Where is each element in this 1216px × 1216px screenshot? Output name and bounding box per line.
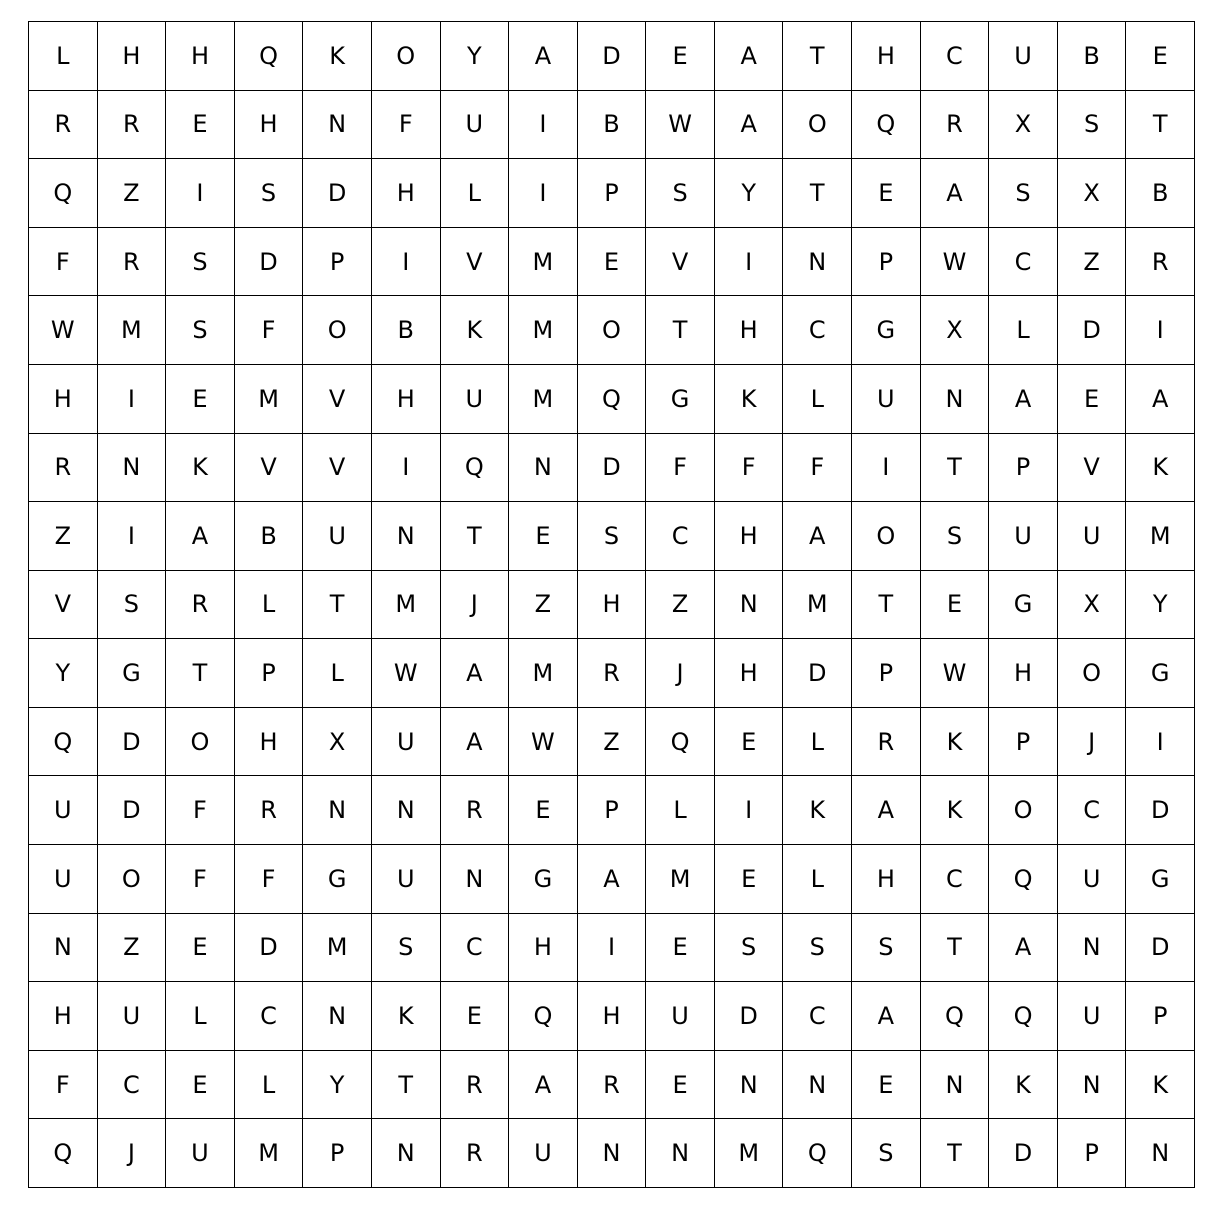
grid-cell[interactable]: I: [715, 776, 784, 845]
grid-cell[interactable]: V: [29, 571, 98, 640]
grid-cell[interactable]: P: [989, 708, 1058, 777]
grid-cell[interactable]: K: [166, 434, 235, 503]
grid-cell[interactable]: V: [303, 434, 372, 503]
grid-cell[interactable]: H: [235, 91, 304, 160]
grid-cell[interactable]: T: [441, 502, 510, 571]
grid-cell[interactable]: A: [715, 22, 784, 91]
grid-cell[interactable]: N: [303, 91, 372, 160]
grid-cell[interactable]: D: [1126, 914, 1195, 983]
grid-cell[interactable]: C: [646, 502, 715, 571]
grid-cell[interactable]: O: [852, 502, 921, 571]
grid-cell[interactable]: X: [989, 91, 1058, 160]
grid-cell[interactable]: X: [303, 708, 372, 777]
grid-cell[interactable]: M: [98, 296, 167, 365]
grid-cell[interactable]: P: [1126, 982, 1195, 1051]
grid-cell[interactable]: M: [303, 914, 372, 983]
grid-cell[interactable]: U: [852, 365, 921, 434]
grid-cell[interactable]: S: [578, 502, 647, 571]
grid-cell[interactable]: L: [29, 22, 98, 91]
grid-cell[interactable]: W: [372, 639, 441, 708]
grid-cell[interactable]: U: [98, 982, 167, 1051]
grid-cell[interactable]: U: [29, 845, 98, 914]
grid-cell[interactable]: S: [852, 914, 921, 983]
grid-cell[interactable]: R: [441, 1051, 510, 1120]
grid-cell[interactable]: N: [921, 365, 990, 434]
grid-cell[interactable]: F: [715, 434, 784, 503]
grid-cell[interactable]: K: [989, 1051, 1058, 1120]
grid-cell[interactable]: G: [1126, 639, 1195, 708]
grid-cell[interactable]: I: [166, 159, 235, 228]
grid-cell[interactable]: Q: [989, 982, 1058, 1051]
grid-cell[interactable]: U: [372, 708, 441, 777]
grid-cell[interactable]: R: [578, 639, 647, 708]
grid-cell[interactable]: H: [715, 296, 784, 365]
grid-cell[interactable]: E: [646, 1051, 715, 1120]
grid-cell[interactable]: C: [989, 228, 1058, 297]
grid-cell[interactable]: H: [372, 159, 441, 228]
grid-cell[interactable]: P: [303, 228, 372, 297]
grid-cell[interactable]: N: [441, 845, 510, 914]
grid-cell[interactable]: S: [783, 914, 852, 983]
grid-cell[interactable]: D: [1058, 296, 1127, 365]
grid-cell[interactable]: M: [783, 571, 852, 640]
grid-cell[interactable]: D: [98, 708, 167, 777]
grid-cell[interactable]: L: [166, 982, 235, 1051]
grid-cell[interactable]: B: [372, 296, 441, 365]
grid-cell[interactable]: J: [441, 571, 510, 640]
grid-cell[interactable]: A: [715, 91, 784, 160]
grid-cell[interactable]: F: [29, 228, 98, 297]
grid-cell[interactable]: K: [441, 296, 510, 365]
grid-cell[interactable]: Q: [646, 708, 715, 777]
grid-cell[interactable]: T: [783, 22, 852, 91]
grid-cell[interactable]: W: [646, 91, 715, 160]
grid-cell[interactable]: L: [783, 708, 852, 777]
grid-cell[interactable]: L: [989, 296, 1058, 365]
grid-cell[interactable]: G: [98, 639, 167, 708]
grid-cell[interactable]: U: [372, 845, 441, 914]
grid-cell[interactable]: L: [646, 776, 715, 845]
grid-cell[interactable]: Z: [29, 502, 98, 571]
grid-cell[interactable]: W: [921, 639, 990, 708]
grid-cell[interactable]: A: [989, 365, 1058, 434]
grid-cell[interactable]: F: [166, 776, 235, 845]
grid-cell[interactable]: A: [921, 159, 990, 228]
grid-cell[interactable]: Q: [989, 845, 1058, 914]
grid-cell[interactable]: Z: [98, 159, 167, 228]
grid-cell[interactable]: D: [303, 159, 372, 228]
grid-cell[interactable]: Q: [29, 159, 98, 228]
grid-cell[interactable]: C: [235, 982, 304, 1051]
grid-cell[interactable]: M: [646, 845, 715, 914]
grid-cell[interactable]: F: [783, 434, 852, 503]
grid-cell[interactable]: L: [303, 639, 372, 708]
grid-cell[interactable]: L: [783, 365, 852, 434]
grid-cell[interactable]: N: [372, 776, 441, 845]
grid-cell[interactable]: Q: [235, 22, 304, 91]
grid-cell[interactable]: R: [29, 434, 98, 503]
grid-cell[interactable]: I: [578, 914, 647, 983]
grid-cell[interactable]: H: [29, 982, 98, 1051]
grid-cell[interactable]: Z: [1058, 228, 1127, 297]
grid-cell[interactable]: S: [989, 159, 1058, 228]
grid-cell[interactable]: A: [852, 982, 921, 1051]
grid-cell[interactable]: U: [989, 22, 1058, 91]
grid-cell[interactable]: K: [921, 776, 990, 845]
grid-cell[interactable]: F: [646, 434, 715, 503]
grid-cell[interactable]: V: [235, 434, 304, 503]
grid-cell[interactable]: M: [1126, 502, 1195, 571]
grid-cell[interactable]: Q: [921, 982, 990, 1051]
grid-cell[interactable]: Q: [852, 91, 921, 160]
grid-cell[interactable]: W: [29, 296, 98, 365]
grid-cell[interactable]: T: [921, 914, 990, 983]
grid-cell[interactable]: G: [509, 845, 578, 914]
grid-cell[interactable]: C: [921, 845, 990, 914]
grid-cell[interactable]: H: [715, 502, 784, 571]
grid-cell[interactable]: N: [783, 228, 852, 297]
grid-cell[interactable]: U: [1058, 845, 1127, 914]
grid-cell[interactable]: R: [98, 228, 167, 297]
grid-cell[interactable]: Q: [509, 982, 578, 1051]
grid-cell[interactable]: N: [303, 982, 372, 1051]
grid-cell[interactable]: H: [852, 22, 921, 91]
grid-cell[interactable]: S: [715, 914, 784, 983]
grid-cell[interactable]: T: [783, 159, 852, 228]
grid-cell[interactable]: R: [921, 91, 990, 160]
grid-cell[interactable]: H: [372, 365, 441, 434]
grid-cell[interactable]: N: [98, 434, 167, 503]
grid-cell[interactable]: M: [372, 571, 441, 640]
grid-cell[interactable]: E: [715, 845, 784, 914]
grid-cell[interactable]: N: [1126, 1119, 1195, 1188]
grid-cell[interactable]: U: [166, 1119, 235, 1188]
grid-cell[interactable]: K: [921, 708, 990, 777]
grid-cell[interactable]: L: [783, 845, 852, 914]
grid-cell[interactable]: R: [1126, 228, 1195, 297]
grid-cell[interactable]: E: [509, 502, 578, 571]
grid-cell[interactable]: S: [235, 159, 304, 228]
grid-cell[interactable]: U: [509, 1119, 578, 1188]
grid-cell[interactable]: E: [715, 708, 784, 777]
grid-cell[interactable]: D: [235, 228, 304, 297]
grid-cell[interactable]: L: [441, 159, 510, 228]
grid-cell[interactable]: A: [989, 914, 1058, 983]
grid-cell[interactable]: E: [509, 776, 578, 845]
grid-cell[interactable]: I: [98, 502, 167, 571]
grid-cell[interactable]: I: [372, 434, 441, 503]
grid-cell[interactable]: H: [578, 982, 647, 1051]
grid-cell[interactable]: N: [1058, 914, 1127, 983]
grid-cell[interactable]: A: [852, 776, 921, 845]
grid-cell[interactable]: A: [1126, 365, 1195, 434]
grid-cell[interactable]: E: [441, 982, 510, 1051]
grid-cell[interactable]: R: [578, 1051, 647, 1120]
grid-cell[interactable]: U: [1058, 982, 1127, 1051]
grid-cell[interactable]: R: [852, 708, 921, 777]
grid-cell[interactable]: W: [509, 708, 578, 777]
grid-cell[interactable]: T: [372, 1051, 441, 1120]
grid-cell[interactable]: O: [98, 845, 167, 914]
grid-cell[interactable]: A: [509, 1051, 578, 1120]
grid-cell[interactable]: U: [1058, 502, 1127, 571]
grid-cell[interactable]: E: [646, 914, 715, 983]
grid-cell[interactable]: N: [715, 1051, 784, 1120]
grid-cell[interactable]: H: [166, 22, 235, 91]
grid-cell[interactable]: C: [921, 22, 990, 91]
grid-cell[interactable]: Y: [715, 159, 784, 228]
grid-cell[interactable]: H: [98, 22, 167, 91]
word-search-grid: [28, 21, 1195, 1188]
grid-cell[interactable]: Q: [29, 1119, 98, 1188]
grid-cell[interactable]: M: [235, 1119, 304, 1188]
grid-cell[interactable]: E: [1058, 365, 1127, 434]
grid-cell[interactable]: H: [715, 639, 784, 708]
grid-cell[interactable]: E: [578, 228, 647, 297]
grid-cell[interactable]: K: [783, 776, 852, 845]
grid-cell[interactable]: T: [921, 1119, 990, 1188]
grid-cell[interactable]: N: [29, 914, 98, 983]
grid-cell[interactable]: O: [989, 776, 1058, 845]
grid-cell[interactable]: N: [715, 571, 784, 640]
grid-cell[interactable]: R: [98, 91, 167, 160]
grid-cell[interactable]: F: [29, 1051, 98, 1120]
grid-cell[interactable]: S: [372, 914, 441, 983]
grid-cell[interactable]: Q: [783, 1119, 852, 1188]
grid-cell[interactable]: E: [166, 365, 235, 434]
grid-cell[interactable]: O: [1058, 639, 1127, 708]
grid-cell[interactable]: Y: [29, 639, 98, 708]
grid-cell[interactable]: V: [303, 365, 372, 434]
grid-cell[interactable]: G: [646, 365, 715, 434]
grid-cell[interactable]: D: [578, 434, 647, 503]
grid-cell[interactable]: P: [303, 1119, 372, 1188]
grid-cell[interactable]: Z: [646, 571, 715, 640]
grid-cell[interactable]: N: [372, 1119, 441, 1188]
grid-cell[interactable]: Y: [441, 22, 510, 91]
grid-cell[interactable]: A: [166, 502, 235, 571]
grid-cell[interactable]: T: [646, 296, 715, 365]
grid-cell[interactable]: K: [1126, 434, 1195, 503]
grid-cell[interactable]: R: [441, 1119, 510, 1188]
grid-cell[interactable]: E: [166, 914, 235, 983]
grid-cell[interactable]: Z: [578, 708, 647, 777]
grid-cell[interactable]: B: [1126, 159, 1195, 228]
grid-cell[interactable]: E: [852, 1051, 921, 1120]
grid-cell[interactable]: R: [166, 571, 235, 640]
grid-cell[interactable]: Q: [441, 434, 510, 503]
grid-cell[interactable]: T: [852, 571, 921, 640]
grid-cell[interactable]: L: [235, 571, 304, 640]
grid-cell[interactable]: G: [303, 845, 372, 914]
grid-cell[interactable]: A: [783, 502, 852, 571]
grid-cell[interactable]: U: [303, 502, 372, 571]
grid-cell[interactable]: M: [509, 639, 578, 708]
grid-cell[interactable]: U: [441, 365, 510, 434]
grid-cell[interactable]: V: [441, 228, 510, 297]
grid-cell[interactable]: R: [441, 776, 510, 845]
grid-cell[interactable]: A: [578, 845, 647, 914]
grid-cell[interactable]: N: [646, 1119, 715, 1188]
grid-cell[interactable]: T: [921, 434, 990, 503]
grid-cell[interactable]: K: [303, 22, 372, 91]
grid-cell[interactable]: A: [441, 639, 510, 708]
grid-cell[interactable]: F: [235, 296, 304, 365]
grid-cell[interactable]: F: [166, 845, 235, 914]
grid-cell[interactable]: Y: [303, 1051, 372, 1120]
grid-cell[interactable]: E: [646, 22, 715, 91]
grid-cell[interactable]: O: [783, 91, 852, 160]
grid-cell[interactable]: J: [98, 1119, 167, 1188]
grid-cell[interactable]: S: [646, 159, 715, 228]
grid-cell[interactable]: M: [715, 1119, 784, 1188]
grid-cell[interactable]: Y: [1126, 571, 1195, 640]
grid-cell[interactable]: N: [372, 502, 441, 571]
grid-cell[interactable]: P: [989, 434, 1058, 503]
grid-cell[interactable]: O: [578, 296, 647, 365]
grid-cell[interactable]: N: [303, 776, 372, 845]
grid-cell[interactable]: N: [783, 1051, 852, 1120]
grid-cell[interactable]: Q: [578, 365, 647, 434]
grid-cell[interactable]: I: [509, 91, 578, 160]
grid-cell[interactable]: E: [166, 1051, 235, 1120]
grid-cell[interactable]: A: [509, 22, 578, 91]
grid-cell[interactable]: B: [235, 502, 304, 571]
grid-cell[interactable]: C: [783, 982, 852, 1051]
grid-cell[interactable]: P: [235, 639, 304, 708]
grid-cell[interactable]: M: [509, 296, 578, 365]
grid-cell[interactable]: I: [98, 365, 167, 434]
grid-cell[interactable]: D: [578, 22, 647, 91]
grid-cell[interactable]: P: [852, 639, 921, 708]
grid-cell[interactable]: U: [441, 91, 510, 160]
grid-cell[interactable]: I: [715, 228, 784, 297]
grid-cell[interactable]: S: [166, 296, 235, 365]
grid-cell[interactable]: A: [441, 708, 510, 777]
grid-cell[interactable]: K: [715, 365, 784, 434]
grid-cell[interactable]: N: [509, 434, 578, 503]
grid-cell[interactable]: T: [303, 571, 372, 640]
grid-cell[interactable]: B: [578, 91, 647, 160]
grid-cell[interactable]: C: [441, 914, 510, 983]
grid-cell[interactable]: D: [98, 776, 167, 845]
grid-cell[interactable]: S: [1058, 91, 1127, 160]
grid-cell[interactable]: C: [98, 1051, 167, 1120]
grid-cell[interactable]: F: [372, 91, 441, 160]
grid-cell[interactable]: L: [235, 1051, 304, 1120]
grid-cell[interactable]: M: [509, 228, 578, 297]
grid-cell[interactable]: O: [303, 296, 372, 365]
grid-cell[interactable]: H: [509, 914, 578, 983]
grid-cell[interactable]: E: [852, 159, 921, 228]
grid-cell[interactable]: S: [98, 571, 167, 640]
grid-cell[interactable]: D: [783, 639, 852, 708]
grid-cell[interactable]: I: [1126, 296, 1195, 365]
grid-cell[interactable]: I: [372, 228, 441, 297]
grid-cell[interactable]: N: [921, 1051, 990, 1120]
grid-cell[interactable]: C: [783, 296, 852, 365]
grid-cell[interactable]: G: [852, 296, 921, 365]
grid-cell[interactable]: C: [1058, 776, 1127, 845]
grid-cell[interactable]: E: [166, 91, 235, 160]
grid-cell[interactable]: J: [1058, 708, 1127, 777]
grid-cell[interactable]: S: [166, 228, 235, 297]
grid-cell[interactable]: D: [235, 914, 304, 983]
grid-cell[interactable]: G: [989, 571, 1058, 640]
grid-cell[interactable]: F: [235, 845, 304, 914]
grid-cell[interactable]: H: [578, 571, 647, 640]
grid-cell[interactable]: P: [578, 159, 647, 228]
grid-cell[interactable]: W: [921, 228, 990, 297]
grid-cell[interactable]: X: [1058, 571, 1127, 640]
grid-cell[interactable]: Z: [98, 914, 167, 983]
grid-cell[interactable]: U: [646, 982, 715, 1051]
grid-cell[interactable]: T: [166, 639, 235, 708]
grid-cell[interactable]: E: [921, 571, 990, 640]
grid-cell[interactable]: D: [715, 982, 784, 1051]
grid-cell[interactable]: D: [1126, 776, 1195, 845]
grid-cell[interactable]: K: [372, 982, 441, 1051]
grid-cell[interactable]: X: [1058, 159, 1127, 228]
grid-cell[interactable]: P: [578, 776, 647, 845]
grid-cell[interactable]: U: [29, 776, 98, 845]
grid-cell[interactable]: I: [509, 159, 578, 228]
grid-cell[interactable]: P: [1058, 1119, 1127, 1188]
grid-cell[interactable]: E: [1126, 22, 1195, 91]
grid-cell[interactable]: P: [852, 228, 921, 297]
grid-cell[interactable]: K: [1126, 1051, 1195, 1120]
grid-cell[interactable]: T: [1126, 91, 1195, 160]
grid-cell[interactable]: X: [921, 296, 990, 365]
grid-cell[interactable]: H: [235, 708, 304, 777]
grid-cell[interactable]: O: [372, 22, 441, 91]
grid-cell[interactable]: M: [509, 365, 578, 434]
grid-cell[interactable]: S: [852, 1119, 921, 1188]
grid-cell[interactable]: N: [578, 1119, 647, 1188]
grid-cell[interactable]: M: [235, 365, 304, 434]
grid-cell[interactable]: D: [989, 1119, 1058, 1188]
grid-cell[interactable]: G: [1126, 845, 1195, 914]
grid-cell[interactable]: V: [1058, 434, 1127, 503]
grid-cell[interactable]: H: [852, 845, 921, 914]
grid-cell[interactable]: N: [1058, 1051, 1127, 1120]
grid-cell[interactable]: H: [989, 639, 1058, 708]
grid-cell[interactable]: V: [646, 228, 715, 297]
grid-cell[interactable]: I: [1126, 708, 1195, 777]
grid-cell[interactable]: I: [852, 434, 921, 503]
grid-cell[interactable]: J: [646, 639, 715, 708]
grid-cell[interactable]: R: [235, 776, 304, 845]
grid-cell[interactable]: U: [989, 502, 1058, 571]
grid-cell[interactable]: R: [29, 91, 98, 160]
grid-cell[interactable]: O: [166, 708, 235, 777]
grid-cell[interactable]: S: [921, 502, 990, 571]
grid-cell[interactable]: Z: [509, 571, 578, 640]
grid-cell[interactable]: B: [1058, 22, 1127, 91]
grid-cell[interactable]: H: [29, 365, 98, 434]
grid-cell[interactable]: Q: [29, 708, 98, 777]
